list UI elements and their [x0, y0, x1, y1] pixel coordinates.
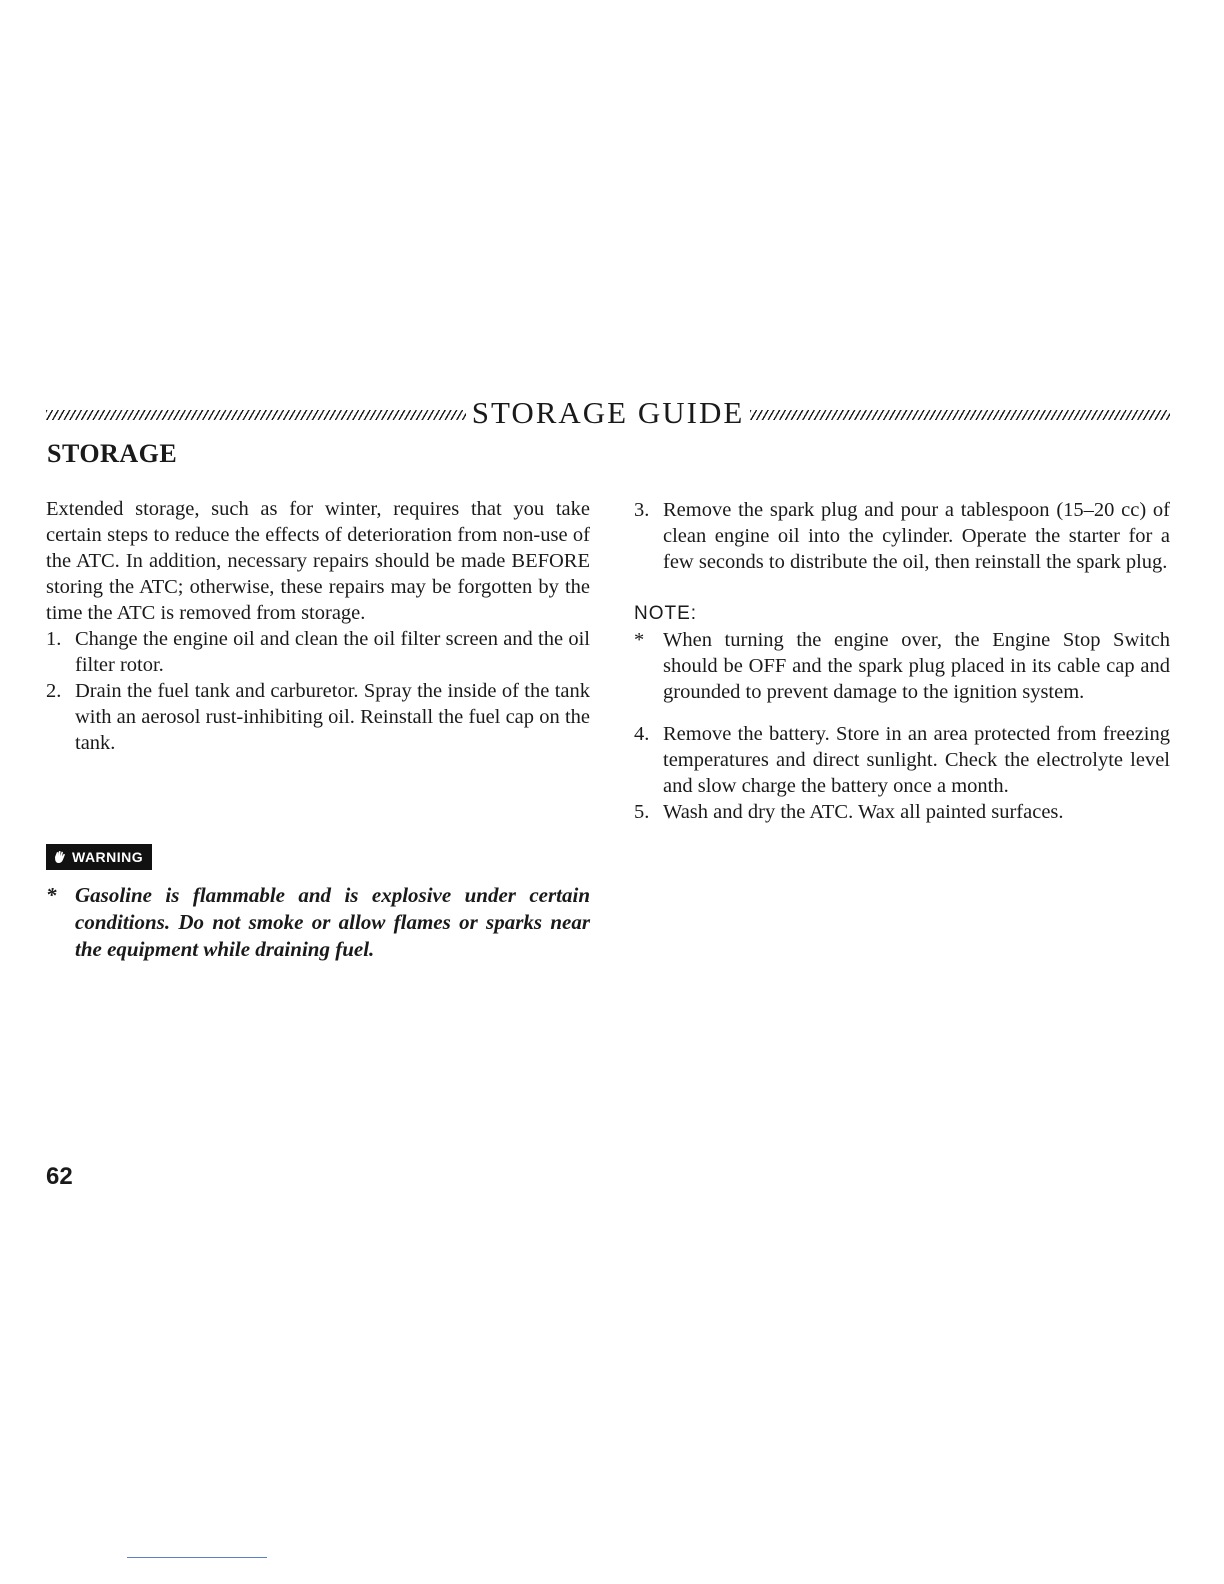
step-2: [46, 678, 590, 756]
step-number: 1.: [46, 628, 62, 650]
footer-rule: [127, 1557, 267, 1558]
step-4: [634, 721, 1170, 799]
step-number: 2.: [46, 680, 62, 702]
hand-warning-icon: [52, 849, 68, 865]
step-text: Wash and dry the ATC. Wax all painted surfaces.: [663, 801, 1064, 823]
warning-bullet: *: [46, 883, 57, 907]
section-title: STORAGE: [47, 439, 178, 468]
step-number: 5.: [634, 801, 650, 823]
warning-badge: [46, 844, 152, 870]
right-column: [634, 497, 1170, 825]
step-text: Remove the battery. Store in an area protected from freezing temperatures and direct sunlight. Check the electrolyte level and slow charge the battery once a month.: [663, 723, 1170, 797]
step-text: Change the engine oil and clean the oil filter screen and the oil filter rotor.: [75, 628, 590, 676]
step-number: 4.: [634, 723, 650, 745]
step-1: [46, 626, 590, 678]
warning-message: [46, 882, 590, 963]
step-text: Remove the spark plug and pour a tablespoon (15–20 cc) of clean engine oil into the cylinder. Operate the starter for a few seconds to distribute the oil, then reinstall the spark plug.: [663, 499, 1170, 573]
header-hatch-left: [46, 410, 466, 420]
step-5: [634, 799, 1170, 825]
page-header: [46, 392, 1170, 432]
warning-text: Gasoline is flammable and is explosive under certain conditions. Do not smoke or allow flames or sparks near the equipment while draining fuel.: [75, 883, 590, 961]
header-hatch-right: [750, 410, 1170, 420]
note-label: NOTE:: [634, 603, 698, 624]
intro-paragraph: Extended storage, such as for winter, requires that you take certain steps to reduce the effects of deterioration from non-use of the ATC. In addition, necessary repairs should be made BEFORE storing the ATC; otherwise, these repairs may be forgotten by the time the ATC is removed from storage.: [46, 498, 590, 624]
step-number: 3.: [634, 499, 650, 521]
warning-label: WARNING: [72, 849, 144, 865]
header-title: STORAGE GUIDE: [471, 394, 745, 430]
step-3: [634, 497, 1170, 575]
note-text: When turning the engine over, the Engine Stop Switch should be OFF and the spark plug placed in its cable cap and grounded to prevent damage to the ignition system.: [663, 629, 1170, 703]
step-text: Drain the fuel tank and carburetor. Spray the inside of the tank with an aerosol rust-inhibiting oil. Reinstall the fuel cap on the tank.: [75, 680, 590, 754]
note-item: [634, 627, 1170, 705]
note-bullet: *: [634, 629, 645, 651]
page-number: 62: [46, 1163, 73, 1190]
left-column: [46, 496, 590, 756]
